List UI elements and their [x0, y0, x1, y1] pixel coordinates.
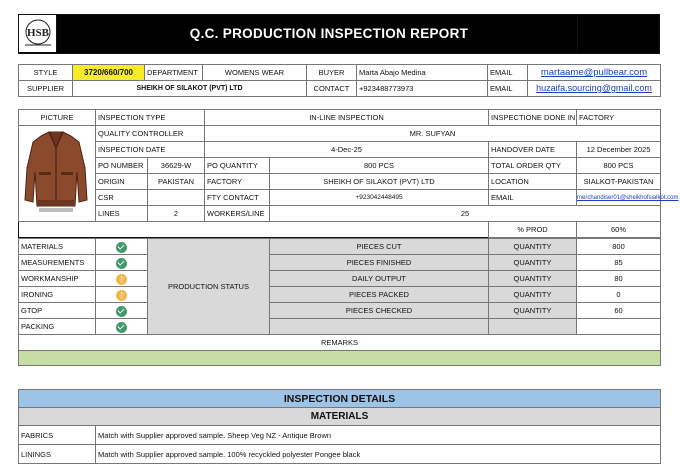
pieces-checked-qty-label: QUANTITY	[489, 303, 577, 319]
company-logo	[19, 15, 57, 52]
pieces-checked-label: PIECES CHECKED	[270, 303, 489, 319]
leather-jacket-image	[19, 128, 93, 216]
fty-contact-label: FTY CONTACT	[205, 190, 270, 206]
logo-text: HSB	[26, 27, 50, 39]
check-ok-icon	[116, 242, 127, 253]
workers-per-line-label: WORKERS/LINE	[205, 206, 270, 222]
factory-label: FACTORY	[205, 174, 270, 190]
remarks-bar	[19, 351, 661, 366]
pieces-cut-qty: 800	[577, 239, 661, 255]
buyer-label: BUYER	[307, 65, 357, 81]
csr-label: CSR	[96, 190, 148, 206]
report-header	[18, 14, 660, 54]
check-ok-icon	[116, 306, 127, 317]
prod-percent-label: % PROD	[489, 222, 577, 238]
production-status-label: PRODUCTION STATUS	[148, 239, 270, 335]
inspection-date-label: INSPECTION DATE	[96, 142, 205, 158]
buyer-email-link[interactable]: martaame@pullbear.com	[540, 67, 648, 78]
quality-controller-value: MR. SUFYAN	[205, 126, 661, 142]
origin-value: PAKISTAN	[148, 174, 205, 190]
linings-label: LININGS	[19, 445, 96, 464]
report-title: Q.C. PRODUCTION INSPECTION REPORT	[189, 26, 469, 41]
po-quantity-label: PO QUANTITY	[205, 158, 270, 174]
logo-icon	[19, 15, 57, 52]
daily-output-qty: 80	[577, 271, 661, 287]
total-order-qty-label: TOTAL ORDER QTY	[489, 158, 577, 174]
location-value: SIALKOT-PAKISTAN	[577, 174, 661, 190]
warning-icon	[116, 290, 127, 301]
po-quantity-value: 800 PCS	[270, 158, 489, 174]
inspection-date-value: 4-Dec-25	[205, 142, 489, 158]
inspection-type-label: INSPECTION TYPE	[96, 110, 205, 126]
check-materials-label: MATERIALS	[19, 239, 96, 255]
prod-percent-value: 60%	[577, 222, 661, 238]
supplier-label: SUPPLIER	[19, 81, 73, 97]
product-picture-cell	[19, 126, 96, 222]
quality-controller-label: QUALITY CONTROLLER	[96, 126, 205, 142]
pieces-finished-qty-label: QUANTITY	[489, 255, 577, 271]
department-value: WOMENS WEAR	[203, 65, 307, 81]
factory-value: SHEIKH OF SILAKOT (PVT) LTD	[270, 174, 489, 190]
pieces-finished-qty: 85	[577, 255, 661, 271]
department-label: DEPARTMENT	[145, 65, 203, 81]
materials-subtitle: MATERIALS	[19, 408, 661, 426]
inspection-details-table	[18, 389, 661, 464]
picture-label: PICTURE	[19, 110, 96, 126]
remarks-label: REMARKS	[19, 335, 661, 351]
inspection-details-title: INSPECTION DETAILS	[19, 390, 661, 408]
supplier-email-label: EMAIL	[488, 81, 528, 97]
linings-value: Match with Supplier approved sample. 100% recyckled polyester Pongee black	[96, 445, 661, 464]
daily-output-label: DAILY OUTPUT	[270, 271, 489, 287]
check-ok-icon	[116, 322, 127, 333]
check-packing-label: PACKING	[19, 319, 96, 335]
buyer-email-label: EMAIL	[488, 65, 528, 81]
inspection-done-value: FACTORY	[577, 110, 661, 126]
check-measurements-label: MEASUREMENTS	[19, 255, 96, 271]
pieces-packed-label: PIECES PACKED	[270, 287, 489, 303]
handover-date-label: HANDOVER DATE	[489, 142, 577, 158]
daily-output-qty-label: QUANTITY	[489, 271, 577, 287]
contact-label: CONTACT	[307, 81, 357, 97]
check-ironing-label: IRONING	[19, 287, 96, 303]
fabrics-value: Match with Supplier approved sample. Sheep Veg NZ - Antique Brown	[96, 426, 661, 445]
buyer-value: Marta Abajo Medina	[357, 65, 488, 81]
inspection-info-table	[18, 109, 679, 238]
supplier-value: SHEIKH OF SILAKOT (PVT) LTD	[73, 81, 307, 97]
inspection-type-value: IN-LINE INSPECTION	[205, 110, 489, 126]
fty-contact-value: +923042448495	[270, 190, 489, 206]
origin-label: ORIGIN	[96, 174, 148, 190]
factory-email-link[interactable]: merchandiser01@sheikhofsialkot.com	[577, 195, 679, 201]
pieces-packed-qty-label: QUANTITY	[489, 287, 577, 303]
location-label: LOCATION	[489, 174, 577, 190]
contact-value: +923488773973	[357, 81, 488, 97]
po-number-label: PO NUMBER	[96, 158, 148, 174]
pieces-checked-qty: 60	[577, 303, 661, 319]
workers-per-line-value: 25	[270, 206, 661, 222]
inspection-done-label: INSPECTIONE DONE IN	[489, 110, 577, 126]
check-gtop-label: GTOP	[19, 303, 96, 319]
check-workmanship-label: WORKMANSHIP	[19, 271, 96, 287]
lines-label: LINES	[96, 206, 148, 222]
handover-date-value: 12 December 2025	[577, 142, 661, 158]
fabrics-label: FABRICS	[19, 426, 96, 445]
production-status-table	[18, 238, 661, 366]
pieces-packed-qty: 0	[577, 287, 661, 303]
pieces-cut-qty-label: QUANTITY	[489, 239, 577, 255]
factory-email-label: EMAIL	[489, 190, 577, 206]
pieces-cut-label: PIECES CUT	[270, 239, 489, 255]
warning-icon	[116, 274, 127, 285]
total-order-qty-value: 800 PCS	[577, 158, 661, 174]
style-supplier-table	[18, 64, 661, 97]
csr-value	[148, 190, 205, 206]
style-label: STYLE	[19, 65, 73, 81]
lines-value: 2	[148, 206, 205, 222]
report-code: S 2026	[577, 15, 659, 52]
pieces-finished-label: PIECES FINISHED	[270, 255, 489, 271]
style-value: 3720/660/700	[73, 65, 145, 81]
po-number-value: 36629-W	[148, 158, 205, 174]
supplier-email-link[interactable]: huzaifa.sourcing@gmail.com	[536, 83, 652, 93]
check-ok-icon	[116, 258, 127, 269]
